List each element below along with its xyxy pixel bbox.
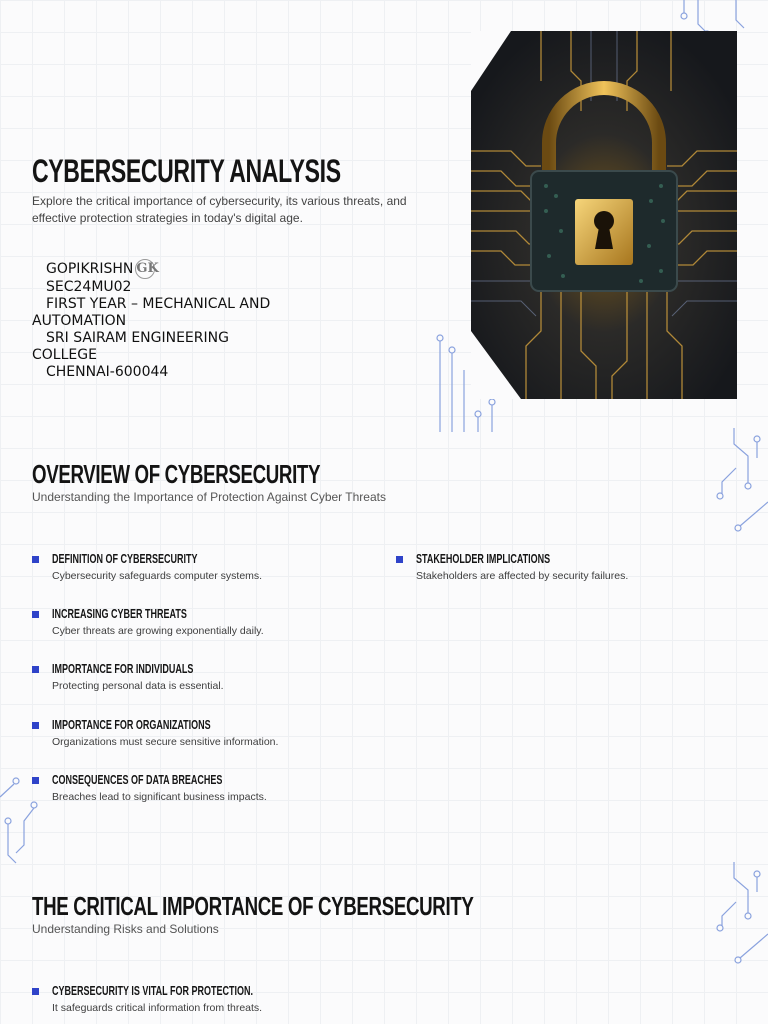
bullet-square-icon [32, 988, 39, 995]
circuit-decoration-left [0, 775, 44, 865]
page-title: CYBERSECURITY ANALYSIS [32, 153, 341, 189]
author-info [32, 259, 302, 381]
author-year-dept: FIRST YEAR – MECHANICAL AND [46, 296, 271, 312]
bullet-square-icon [32, 556, 39, 563]
author-name: GOPIKRISHN [46, 261, 134, 277]
list-item-text: Organizations must secure sensitive information. [52, 736, 279, 748]
padlock-circuit-image [471, 31, 737, 399]
list-item-heading: DEFINITION OF CYBERSECURITY [52, 552, 198, 566]
list-item-heading: IMPORTANCE FOR INDIVIDUALS [52, 662, 194, 676]
circuit-decoration-right-bottom [710, 862, 768, 966]
author-dept-cont: AUTOMATION [32, 313, 127, 329]
importance-subtitle: Understanding Risks and Solutions [32, 922, 219, 936]
bullet-square-icon [32, 666, 39, 673]
list-item-text: Stakeholders are affected by security failures. [416, 570, 629, 582]
list-item-heading: CYBERSECURITY IS VITAL FOR PROTECTION. [52, 984, 254, 998]
author-college-cont: COLLEGE [32, 347, 97, 363]
author-college: SRI SAIRAM ENGINEERING [46, 330, 229, 346]
author-city: CHENNAI-600044 [46, 364, 169, 380]
list-item-heading: INCREASING CYBER THREATS [52, 607, 187, 621]
list-item-text: Cyber threats are growing exponentially daily. [52, 625, 264, 637]
hero-description: Explore the critical importance of cybersecurity, its various threats, and effective protection strategies in today's digital age. [32, 194, 407, 225]
importance-title: THE CRITICAL IMPORTANCE OF CYBERSECURITY [32, 891, 474, 921]
list-item-text: Breaches lead to significant business impacts. [52, 791, 267, 803]
circuit-decoration-right-mid [710, 428, 768, 532]
gk-logo-icon: GK [135, 259, 155, 279]
list-item-heading: CONSEQUENCES OF DATA BREACHES [52, 773, 223, 787]
overview-title: OVERVIEW OF CYBERSECURITY [32, 459, 321, 489]
list-item-text: Protecting personal data is essential. [52, 680, 224, 692]
author-id: SEC24MU02 [46, 279, 132, 295]
bullet-square-icon [32, 777, 39, 784]
list-item-text: It safeguards critical information from threats. [52, 1002, 263, 1014]
overview-subtitle: Understanding the Importance of Protection Against Cyber Threats [32, 490, 386, 504]
list-item-heading: IMPORTANCE FOR ORGANIZATIONS [52, 718, 211, 732]
list-item-text: Cybersecurity safeguards computer systems. [52, 570, 263, 582]
bullet-square-icon [396, 556, 403, 563]
bullet-square-icon [32, 611, 39, 618]
bullet-square-icon [32, 722, 39, 729]
list-item-heading: STAKEHOLDER IMPLICATIONS [416, 552, 551, 566]
